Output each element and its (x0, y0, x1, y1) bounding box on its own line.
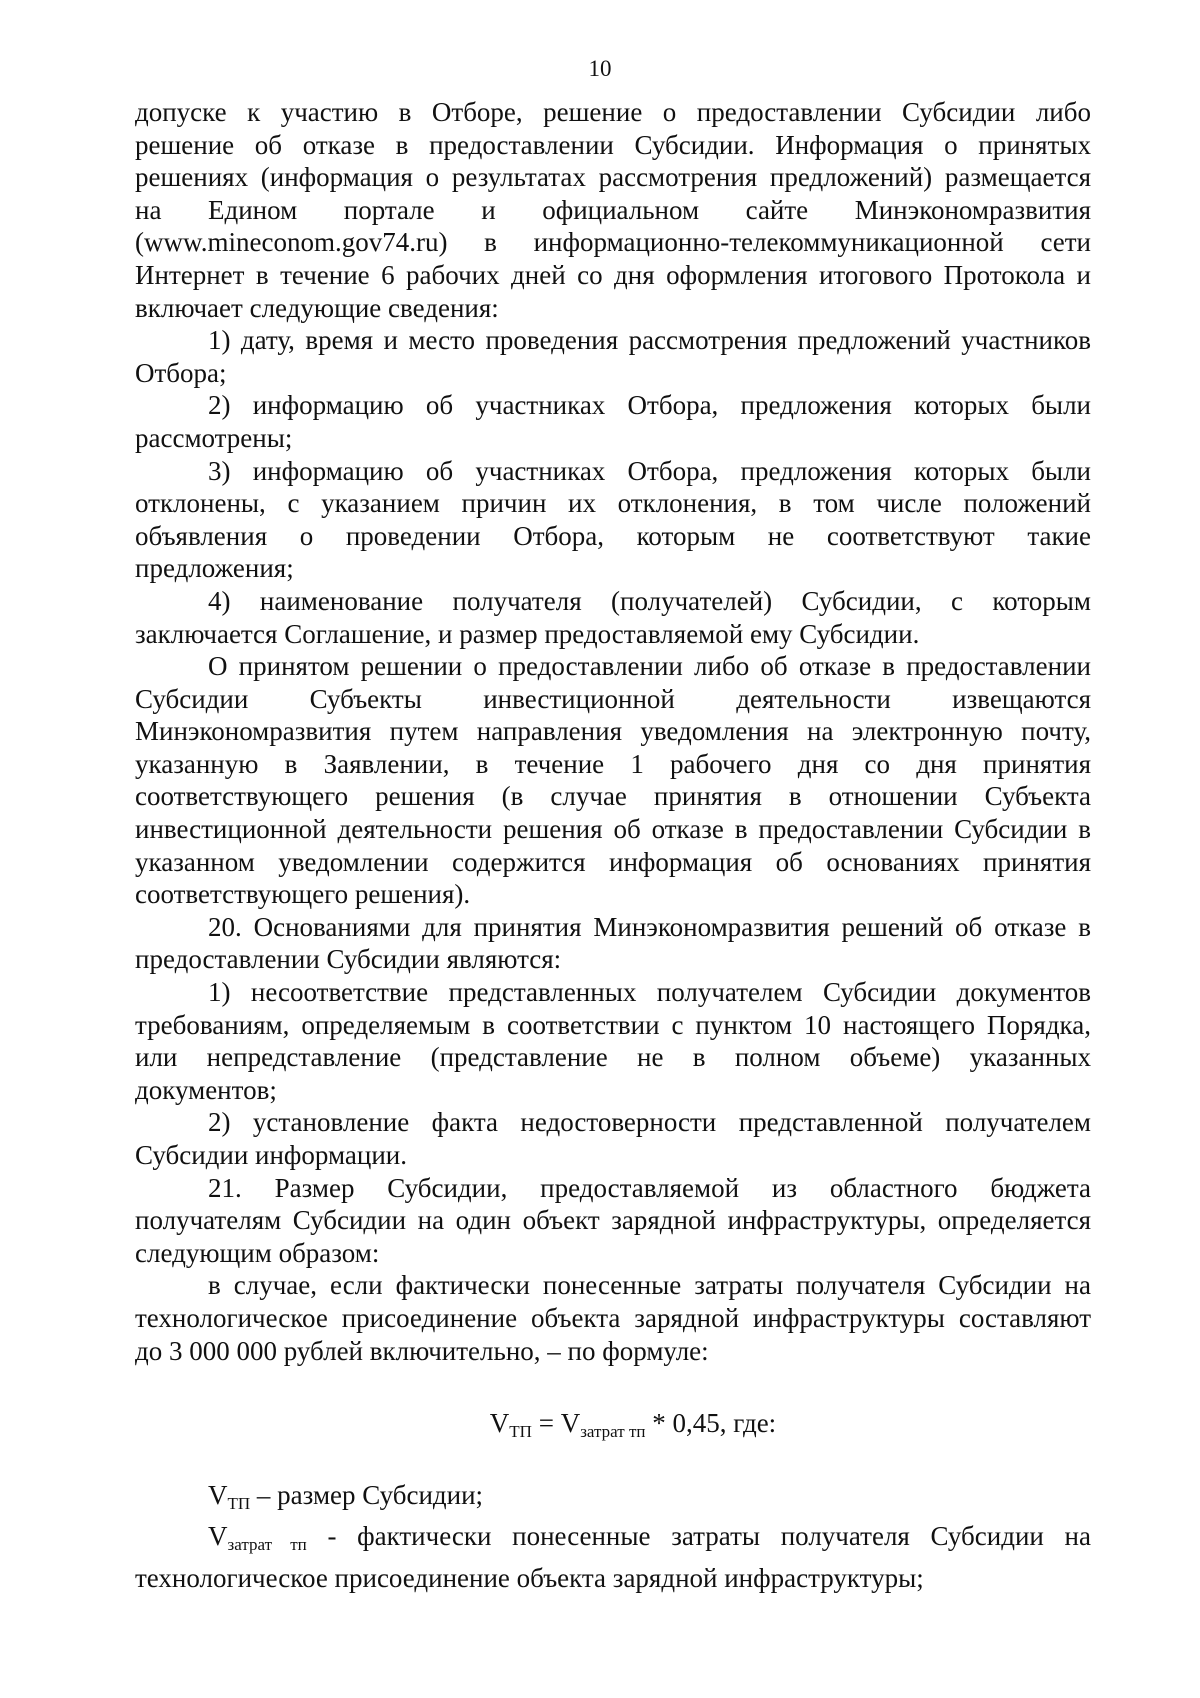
text-line: следующим образом: (135, 1237, 380, 1268)
text-line: рассмотрены; (135, 422, 293, 453)
text-line: указанном уведомлении содержится информация об основаниях принятия (135, 846, 1091, 877)
def-symbol: V (208, 1479, 228, 1510)
formula-lhs: V (489, 1408, 510, 1439)
text-line: документов; (135, 1074, 277, 1105)
list-item-2-first: 2) установление факта недостоверности представленной получателем (208, 1107, 1091, 1138)
clause-21-first: 21. Размер Субсидии, предоставляемой из областного бюджета (208, 1172, 1091, 1203)
text-line: требованиям, определяемым в соответствии с пунктом 10 настоящего Порядка, (135, 1009, 1091, 1040)
list-item-3-first: 3) информацию об участниках Отбора, предложения которых были (208, 455, 1091, 486)
text-line: на Едином портале и официальном сайте Минэкономразвития (135, 194, 1091, 225)
text-line: Отбора; (135, 357, 227, 388)
definition-vtp (135, 1479, 1091, 1521)
formula-tail: * 0,45, где: (645, 1408, 777, 1439)
clause-20-first: 20. Основаниями для принятия Минэкономразвития решений об отказе в (208, 911, 1091, 942)
text-line: отклонены, с указанием причин их отклонения, в том числе положений (135, 488, 1091, 519)
text-line: или непредставление (представление не в полном объеме) указанных (135, 1042, 1091, 1073)
text-line: решениях (информация о результатах рассмотрения предложений) размещается (135, 162, 1091, 193)
text-line: инвестиционной деятельности решения об отказе в предоставлении Субсидии в (135, 814, 1091, 845)
text-line: до 3 000 000 рублей включительно, – по формуле: (135, 1335, 709, 1366)
text-line: технологическое присоединение объекта зарядной инфраструктуры составляют (135, 1302, 1091, 1333)
list-item-4-first: 4) наименование получателя (получателей) Субсидии, с которым (208, 585, 1091, 616)
def-text: - фактически понесенные затраты получателя Субсидии на (306, 1521, 1091, 1552)
formula (135, 1407, 1091, 1449)
list-item-2-first: 2) информацию об участниках Отбора, предложения которых были (208, 390, 1091, 421)
def-text: – размер Субсидии; (250, 1479, 484, 1510)
text-line: Субсидии информации. (135, 1140, 408, 1170)
page-number: 10 (588, 56, 612, 81)
def-symbol: V (208, 1521, 228, 1552)
text-line: технологическое присоединение объекта зарядной инфраструктуры; (135, 1562, 924, 1593)
formula-lhs-sub: ТП (509, 1422, 532, 1442)
text-line: Интернет в течение 6 рабочих дней со дня оформления итогового Протокола и (135, 259, 1091, 290)
text-line: указанную в Заявлении, в течение 1 рабочего дня со дня принятия (135, 748, 1091, 779)
def-sub: затрат тп (227, 1535, 307, 1555)
text-line: предоставлении Субсидии являются: (135, 944, 562, 975)
text-line: (www.mineconom.gov74.ru) в информационно-телекоммуникационной сети (135, 227, 1091, 258)
list-item-1-first: 1) дату, время и место проведения рассмотрения предложений участников (208, 325, 1091, 356)
case-first: в случае, если фактически понесенные затраты получателя Субсидии на (208, 1270, 1091, 1301)
text-line: объявления о проведении Отбора, которым не соответствуют такие (135, 520, 1091, 551)
document-body (135, 96, 1091, 1595)
def-sub: ТП (227, 1493, 251, 1513)
text-line: получателям Субсидии на один объект зарядной инфраструктуры, определяется (135, 1205, 1091, 1236)
text-line: допуске к участию в Отборе, решение о предоставлении Субсидии либо (135, 97, 1091, 127)
text-line: заключается Соглашение, и размер предоставляемой ему Субсидии. (135, 618, 920, 649)
formula-rhs-sub: затрат тп (580, 1422, 646, 1442)
definition-vzatrat (135, 1520, 1091, 1562)
text-line: предложения; (135, 553, 294, 584)
text-line: Субсидии Субъекты инвестиционной деятельности извещаются (135, 683, 1091, 714)
list-item-1-first: 1) несоответствие представленных получателем Субсидии документов (208, 977, 1091, 1008)
text-line: соответствующего решения). (135, 879, 471, 910)
text-line: решение об отказе в предоставлении Субсидии. Информация о принятых (135, 129, 1091, 160)
text-line: Минэкономразвития путем направления уведомления на электронную почту, (135, 716, 1091, 747)
text-line: включает следующие сведения: (135, 292, 499, 323)
text-line: О принятом решении о предоставлении либо об отказе в предоставлении (208, 651, 1091, 682)
formula-eq: = V (531, 1408, 581, 1439)
text-line: соответствующего решения (в случае принятия в отношении Субъекта (135, 781, 1091, 812)
